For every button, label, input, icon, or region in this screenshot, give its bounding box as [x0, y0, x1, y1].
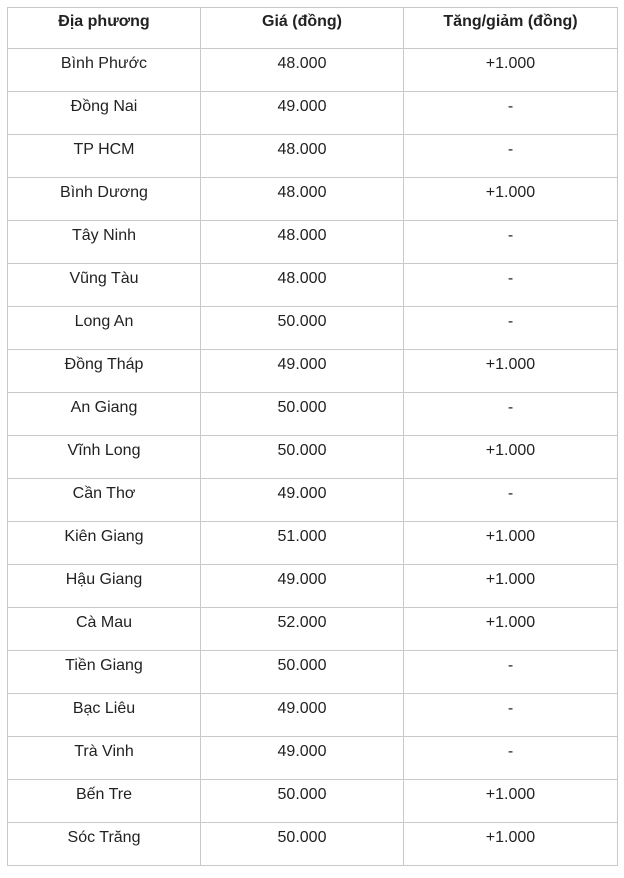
- table-row: [8, 393, 618, 436]
- cell-change: +1.000: [404, 49, 618, 92]
- cell-region: Vĩnh Long: [8, 436, 201, 479]
- table-row: [8, 49, 618, 92]
- cell-region: Sóc Trăng: [8, 823, 201, 866]
- table-row: [8, 436, 618, 479]
- table-row: [8, 178, 618, 221]
- cell-region: Cà Mau: [8, 608, 201, 651]
- cell-change: -: [404, 694, 618, 737]
- table-row: [8, 479, 618, 522]
- table-row: [8, 823, 618, 866]
- cell-region: Kiên Giang: [8, 522, 201, 565]
- cell-price: 48.000: [201, 49, 404, 92]
- table-row: [8, 221, 618, 264]
- table-row: [8, 565, 618, 608]
- cell-region: Hậu Giang: [8, 565, 201, 608]
- cell-region: Bình Phước: [8, 49, 201, 92]
- cell-region: Tiền Giang: [8, 651, 201, 694]
- cell-price: 50.000: [201, 307, 404, 350]
- cell-change: +1.000: [404, 178, 618, 221]
- table-body: [8, 49, 618, 866]
- cell-change: +1.000: [404, 823, 618, 866]
- cell-change: -: [404, 264, 618, 307]
- cell-region: Cần Thơ: [8, 479, 201, 522]
- cell-price: 50.000: [201, 393, 404, 436]
- cell-price: 48.000: [201, 178, 404, 221]
- cell-price: 49.000: [201, 737, 404, 780]
- cell-price: 49.000: [201, 565, 404, 608]
- cell-price: 48.000: [201, 221, 404, 264]
- cell-change: +1.000: [404, 522, 618, 565]
- table-row: [8, 264, 618, 307]
- cell-change: -: [404, 479, 618, 522]
- cell-change: -: [404, 651, 618, 694]
- cell-price: 49.000: [201, 694, 404, 737]
- table-row: [8, 92, 618, 135]
- cell-change: +1.000: [404, 780, 618, 823]
- cell-change: -: [404, 393, 618, 436]
- cell-region: Long An: [8, 307, 201, 350]
- cell-region: Tây Ninh: [8, 221, 201, 264]
- cell-price: 48.000: [201, 264, 404, 307]
- cell-region: Trà Vinh: [8, 737, 201, 780]
- cell-price: 51.000: [201, 522, 404, 565]
- table-row: [8, 135, 618, 178]
- table-row: [8, 608, 618, 651]
- cell-price: 50.000: [201, 823, 404, 866]
- table-row: [8, 307, 618, 350]
- cell-change: +1.000: [404, 608, 618, 651]
- cell-region: Bình Dương: [8, 178, 201, 221]
- header-region: Địa phương: [8, 8, 201, 49]
- table-row: [8, 350, 618, 393]
- cell-price: 48.000: [201, 135, 404, 178]
- cell-change: +1.000: [404, 565, 618, 608]
- table-row: [8, 651, 618, 694]
- cell-change: -: [404, 737, 618, 780]
- header-change: Tăng/giảm (đồng): [404, 8, 618, 49]
- cell-change: -: [404, 92, 618, 135]
- table-row: [8, 780, 618, 823]
- cell-region: Đồng Tháp: [8, 350, 201, 393]
- cell-price: 49.000: [201, 479, 404, 522]
- cell-price: 49.000: [201, 350, 404, 393]
- cell-region: Bạc Liêu: [8, 694, 201, 737]
- cell-region: An Giang: [8, 393, 201, 436]
- cell-change: +1.000: [404, 436, 618, 479]
- cell-change: +1.000: [404, 350, 618, 393]
- table-header: [8, 8, 618, 49]
- header-row: [8, 8, 618, 49]
- cell-change: -: [404, 221, 618, 264]
- cell-price: 50.000: [201, 780, 404, 823]
- cell-region: Đồng Nai: [8, 92, 201, 135]
- table-row: [8, 694, 618, 737]
- cell-price: 50.000: [201, 436, 404, 479]
- cell-change: -: [404, 135, 618, 178]
- cell-region: TP HCM: [8, 135, 201, 178]
- table-row: [8, 522, 618, 565]
- cell-change: -: [404, 307, 618, 350]
- table-row: [8, 737, 618, 780]
- cell-region: Vũng Tàu: [8, 264, 201, 307]
- cell-price: 50.000: [201, 651, 404, 694]
- price-table: [7, 7, 618, 866]
- header-price: Giá (đồng): [201, 8, 404, 49]
- cell-price: 52.000: [201, 608, 404, 651]
- cell-region: Bến Tre: [8, 780, 201, 823]
- cell-price: 49.000: [201, 92, 404, 135]
